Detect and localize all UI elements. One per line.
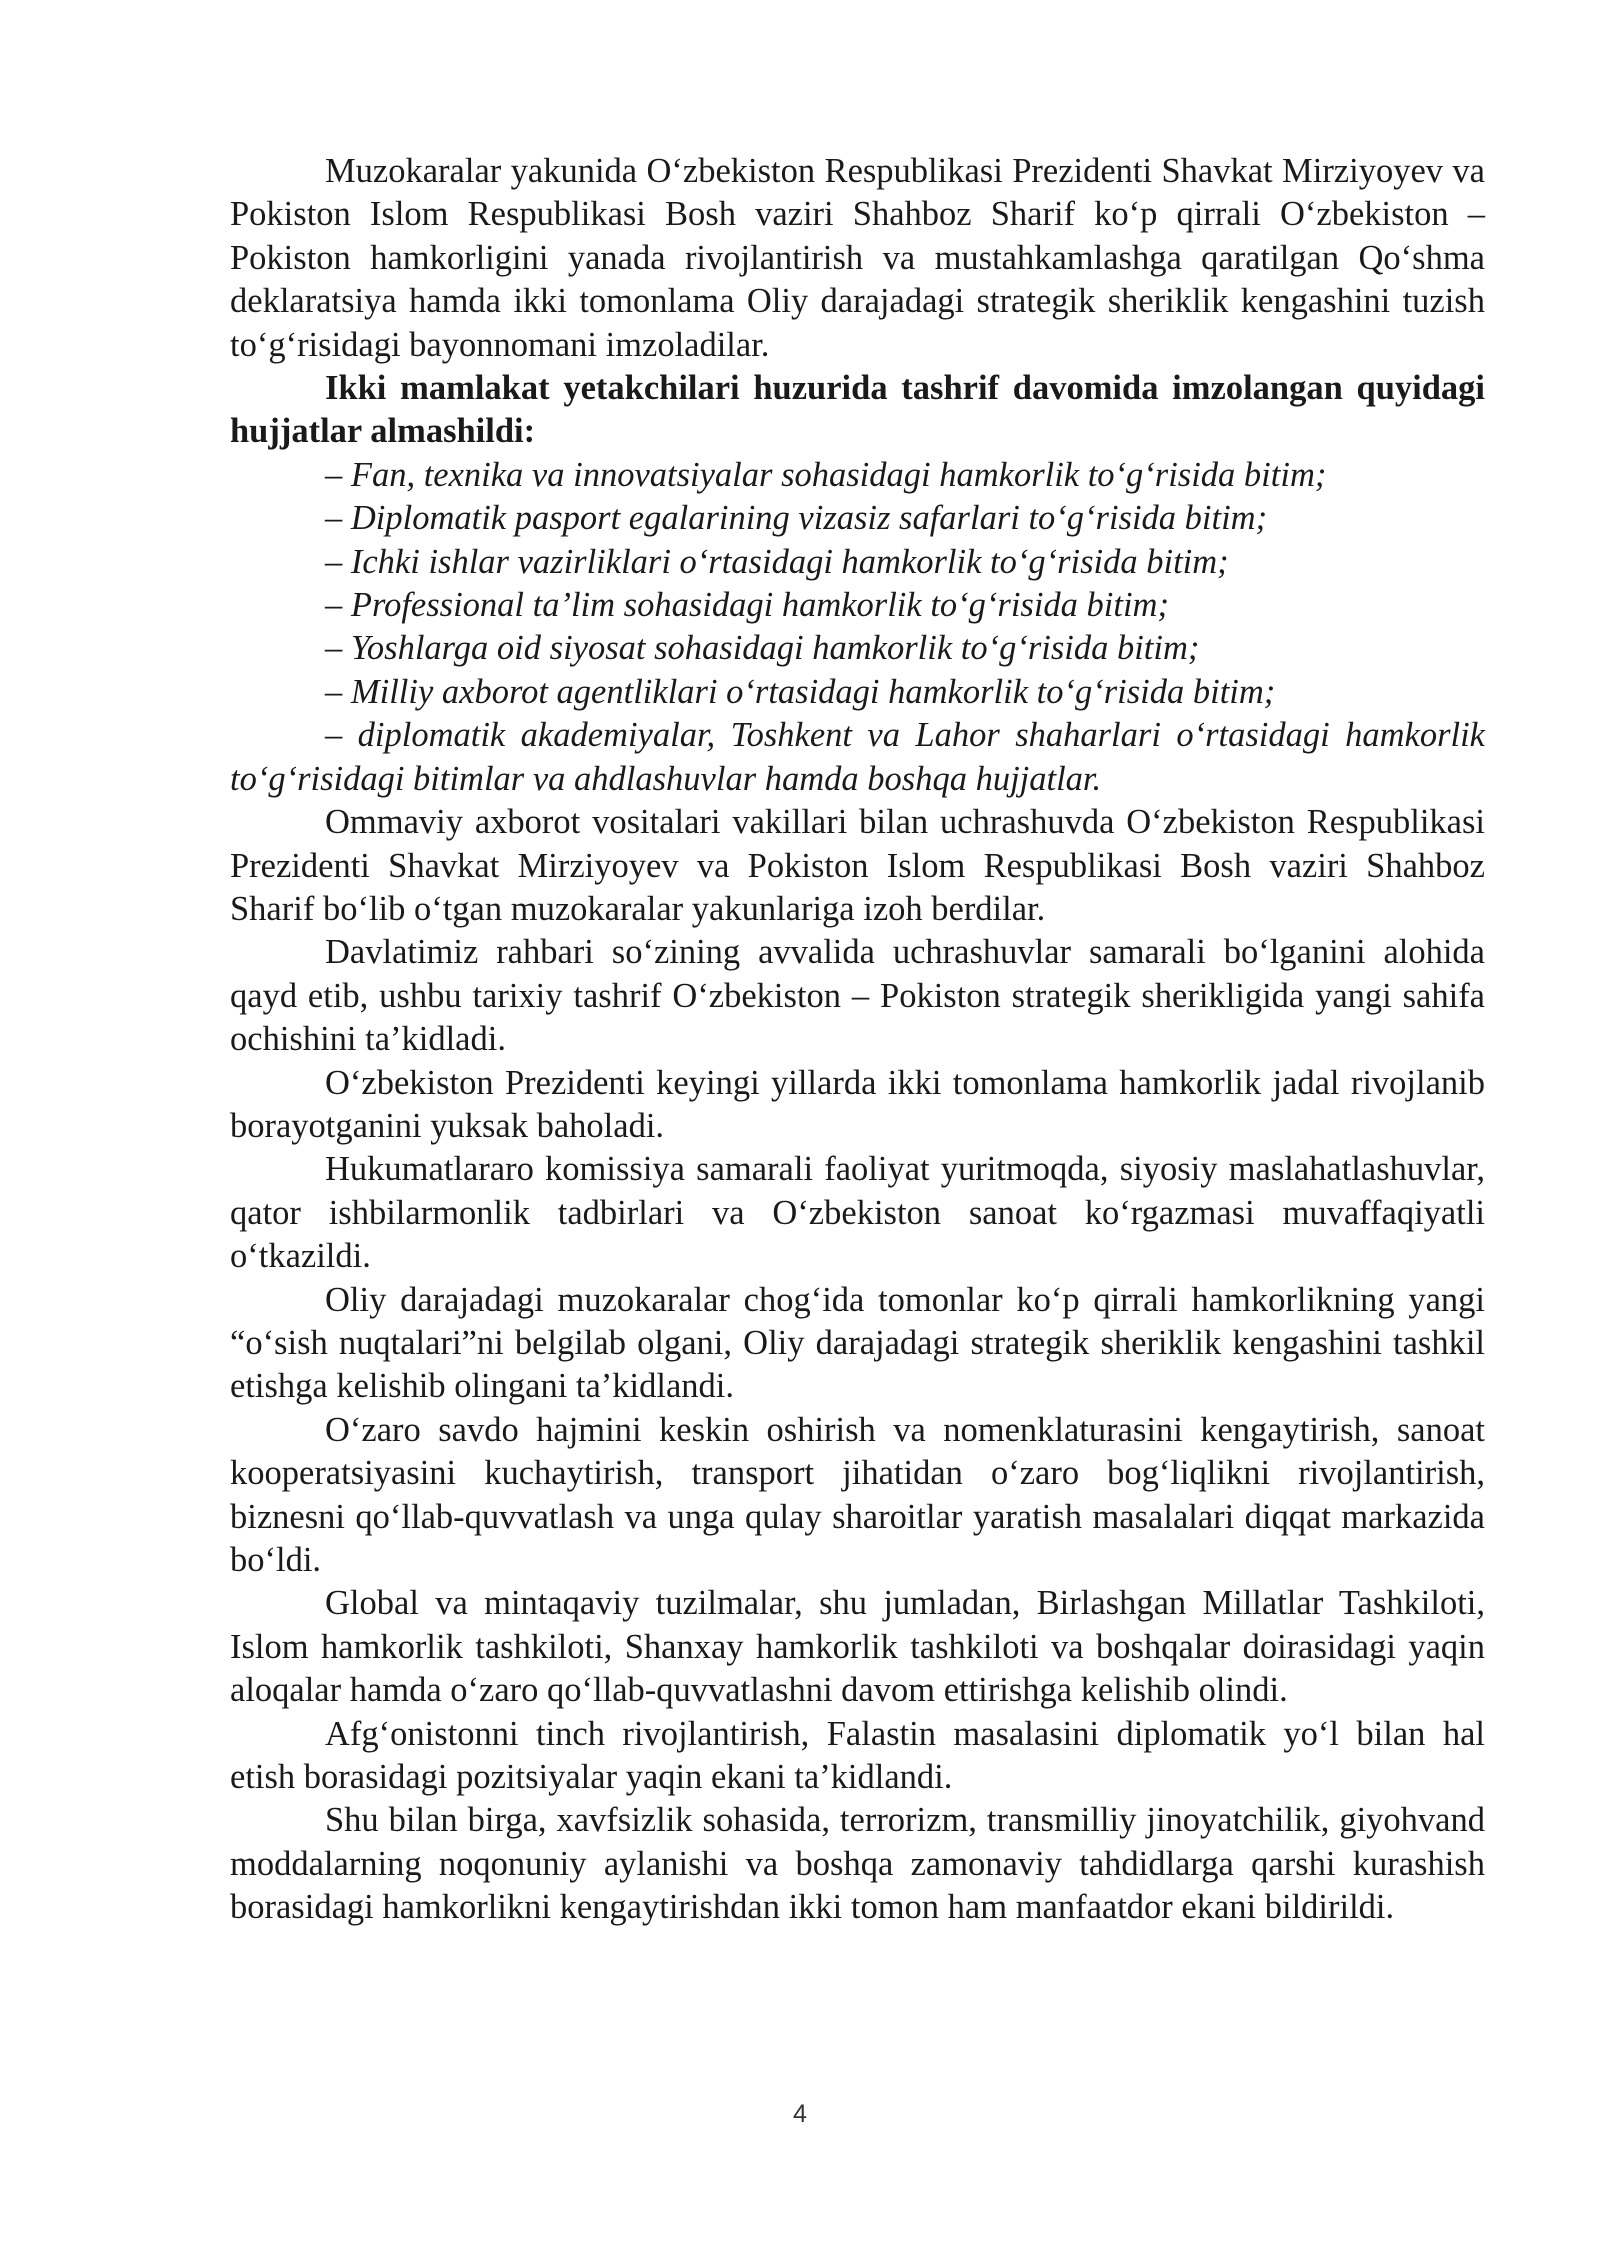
page-number: 4 [793,2100,807,2128]
documents-heading: Ikki mamlakat yetakchilari huzurida tashrif davomida imzolangan quyidagi hujjatlar almashildi: [230,369,1485,451]
paragraph-growth-points: Oliy darajadagi muzokaralar chog‘ida tomonlar ko‘p qirrali hamkorlikning yangi “o‘sish nuqtalari”ni belgilab olgani, Oliy darajadagi strategik sheriklik kengashini tashkil etishga kelishib olingani ta’kidlandi. [230,1280,1485,1406]
paragraph-international: Global va mintaqaviy tuzilmalar, shu jumladan, Birlashgan Millatlar Tashkiloti, Islom hamkorlik tashkiloti, Shanxay hamkorlik tashkiloti va boshqalar doirasidagi yaqin aloqalar hamda o‘zaro qo‘llab-quvvatlashni davom ettirishga kelishib olindi. [230,1584,1485,1710]
paragraph-trade: O‘zaro savdo hajmini keskin oshirish va nomenklaturasini kengaytirish, sanoat kooperatsiyasini kuchaytirish, transport jihatidan o‘zaro bog‘liqlikni rivojlantirish, biznesni qo‘llab-quvvatlash va unga qulay sharoitlar yaratish masalalari diqqat markazida bo‘ldi. [230,1410,1485,1579]
paragraph-press: Ommaviy axborot vositalari vakillari bilan uchrashuvda O‘zbekiston Respublikasi Prezidenti Shavkat Mirziyoyev va Pokiston Islom Respublikasi Bosh vaziri Shahboz Sharif bo‘lib o‘tgan muzokaralar yakunlariga izoh berdilar. [230,803,1485,928]
document-list-item: – Professional ta’lim sohasidagi hamkorlik to‘g‘risida bitim; [325,586,1169,625]
paragraph-cooperation-assessment: O‘zbekiston Prezidenti keyingi yillarda ikki tomonlama hamkorlik jadal rivojlanib borayotganini yuksak baholadi. [230,1063,1485,1145]
document-list-item: – Diplomatik pasport egalarining vizasiz safarlari to‘g‘risida bitim; [325,499,1268,538]
document-list-item: – diplomatik akademiyalar, Toshkent va Lahor shaharlari o‘rtasidagi hamkorlik to‘g‘risidagi bitimlar va ahdlashuvlar hamda boshqa hujjatlar. [230,716,1485,798]
document-list-item: – Ichki ishlar vazirliklari o‘rtasidagi hamkorlik to‘g‘risida bitim; [325,542,1229,581]
document-list-item: – Milliy axborot agentliklari o‘rtasidagi hamkorlik to‘g‘risida bitim; [325,672,1276,711]
paragraph-security: Shu bilan birga, xavfsizlik sohasida, terrorizm, transmilliy jinoyatchilik, giyohvand moddalarning noqonuniy aylanishi va boshqa zamonaviy tahdidlarga qarshi kurashish borasidagi hamkorlikni kengaytirishdan ikki tomon ham manfaatdor ekani bildirildi. [230,1801,1485,1927]
document-list-item: – Fan, texnika va innovatsiyalar sohasidagi hamkorlik to‘g‘risida bitim; [325,455,1327,494]
paragraph-leader-remarks: Davlatimiz rahbari so‘zining avvalida uchrashuvlar samarali bo‘lganini alohida qayd etib, ushbu tarixiy tashrif O‘zbekiston – Pokiston strategik sherikligida yangi sahifa ochishini ta’kidladi. [230,933,1485,1059]
document-list-item: – Yoshlarga oid siyosat sohasidagi hamkorlik to‘g‘risida bitim; [325,629,1200,668]
document-body [230,150,1485,1930]
paragraph-afghanistan: Afg‘onistonni tinch rivojlantirish, Falastin masalasini diplomatik yo‘l bilan hal etish borasidagi pozitsiyalar yaqin ekani ta’kidlandi. [230,1714,1485,1797]
paragraph-signing: Muzokaralar yakunida O‘zbekiston Respublikasi Prezidenti Shavkat Mirziyoyev va Pokiston Islom Respublikasi Bosh vaziri Shahboz Sharif ko‘p qirrali O‘zbekiston – Pokiston hamkorligini yanada rivojlantirish va mustahkamlashga qaratilgan Qo‘shma deklaratsiya hamda ikki tomonlama Oliy darajadagi strategik sheriklik kengashini tuzish to‘g‘risidagi bayonnomani imzoladilar. [230,152,1485,364]
paragraph-commission: Hukumatlararo komissiya samarali faoliyat yuritmoqda, siyosiy maslahatlashuvlar, qator ishbilarmonlik tadbirlari va O‘zbekiston sanoat ko‘rgazmasi muvaffaqiyatli o‘tkazildi. [230,1150,1485,1276]
